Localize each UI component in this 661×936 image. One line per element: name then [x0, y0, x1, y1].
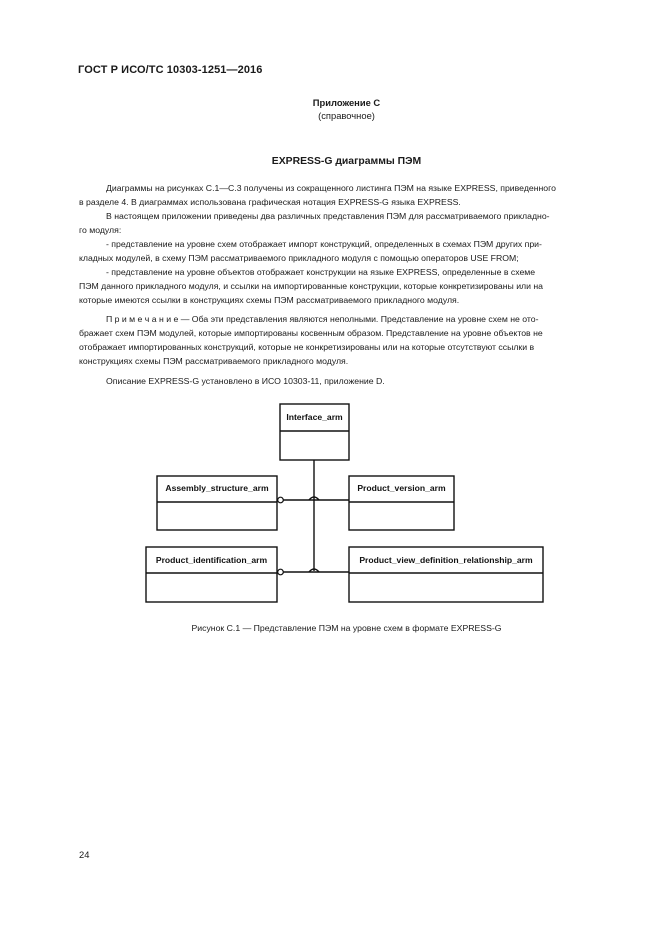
body-line-8: ПЭМ данного прикладного модуля, и ссылки на импортированные конструкции, которые конкретизированы или на	[79, 281, 544, 291]
appendix-title: Приложение С	[312, 97, 381, 108]
body-line-3: В настоящем приложении приведены два различных представления ПЭМ для рассматриваемого прикладно-	[106, 211, 550, 221]
note-line-2: бражает схем ПЭМ модулей, которые импортированы косвенным образом. Представление на уровне объектов не	[79, 328, 543, 338]
body-line-6: кладных модулей, в схему ПЭМ рассматриваемого прикладного модуля с помощью операторов USE FROM;	[79, 253, 519, 263]
label-product-version-arm: Product_version_arm	[357, 483, 446, 493]
label-assembly-structure-arm: Assembly_structure_arm	[165, 483, 269, 493]
body-line-1: Диаграммы на рисунках С.1—С.3 получены из сокращенного листинга ПЭМ на языке EXPRESS, приведенного	[106, 183, 556, 193]
section-title: EXPRESS-G диаграммы ПЭМ	[271, 156, 422, 167]
note-line-4: конструкциях схемы ПЭМ рассматриваемого прикладного модуля.	[79, 356, 349, 366]
body-line-7: - представление на уровне объектов отображает конструкции на языке EXPRESS, определенные в схеме	[106, 267, 536, 277]
label-interface-arm: Interface_arm	[286, 412, 343, 422]
body-line-9: которые имеются ссылки в конструкциях схемы ПЭМ рассматриваемого прикладного модуля.	[79, 295, 460, 305]
note-line-1: П р и м е ч а н и е — Оба эти представления являются неполными. Представление на уровне схем не ото-	[106, 314, 539, 324]
body-line-5: - представление на уровне схем отображает импорт конструкций, определенных в схемах ПЭМ других при-	[106, 239, 542, 249]
label-product-identification-arm: Product_identification_arm	[155, 555, 268, 565]
document-code: ГОСТ Р ИСО/ТС 10303-1251—2016	[78, 64, 263, 76]
link-end-circle-1	[278, 497, 284, 503]
note-line-3: отображает импортированных конструкций, которые не конкретизированы или на которые отсутствуют ссылки в	[79, 342, 535, 352]
page-number: 24	[79, 849, 90, 860]
appendix-note: (справочное)	[318, 110, 375, 121]
figure-caption: Рисунок С.1 — Представление ПЭМ на уровне схем в формате EXPRESS-G	[191, 623, 502, 633]
body-line-2: в разделе 4. В диаграммах использована графическая нотация EXPRESS-G языка EXPRESS.	[79, 197, 461, 207]
reference-line: Описание EXPRESS-G установлено в ИСО 10303-11, приложение D.	[106, 376, 385, 386]
label-product-view-definition-relationship-arm: Product_view_definition_relationship_arm	[359, 555, 533, 565]
body-line-4: го модуля:	[79, 225, 122, 235]
link-end-circle-2	[278, 569, 284, 575]
